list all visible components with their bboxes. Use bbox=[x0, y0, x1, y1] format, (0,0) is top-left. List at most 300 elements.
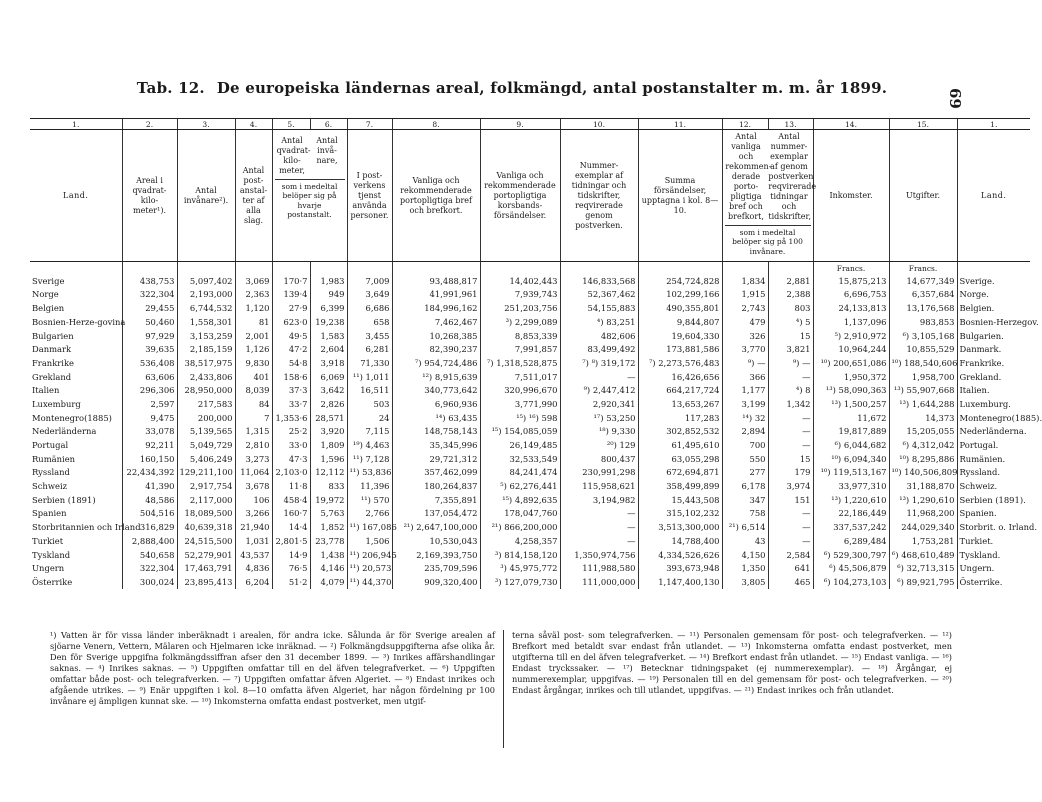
column-number: 13. bbox=[768, 119, 813, 130]
table-row bbox=[30, 411, 1030, 425]
cell-inv: 2,433,806 bbox=[177, 370, 235, 384]
cell-pn: — bbox=[768, 520, 813, 534]
cell-kors: 8,853,339 bbox=[480, 329, 560, 343]
cell-post: 1,126 bbox=[235, 342, 272, 356]
table-row bbox=[30, 493, 1030, 507]
cell-kors: 7,939,743 bbox=[480, 288, 560, 302]
cell-pn: — bbox=[768, 438, 813, 452]
cell-qkm: 170·7 bbox=[272, 274, 310, 288]
header-medeltal-100: som i medeltal belöper sig på 100 invånare. bbox=[725, 225, 811, 256]
cell-utg: ¹⁰) 8,295,886 bbox=[889, 452, 957, 466]
column-number: 10. bbox=[560, 119, 638, 130]
cell-inv2: 1,438 bbox=[310, 548, 347, 562]
cell-ink: 10,964,244 bbox=[813, 342, 889, 356]
cell-summa: 63,055,298 bbox=[638, 452, 722, 466]
column-number: 12. bbox=[722, 119, 768, 130]
cell-kors: ³) 45,975,772 bbox=[480, 561, 560, 575]
cell-qkm: 47·3 bbox=[272, 452, 310, 466]
table-row bbox=[30, 507, 1030, 521]
cell-bref: 184,996,162 bbox=[392, 301, 480, 315]
cell-summa: 9,844,807 bbox=[638, 315, 722, 329]
cell-pn: 465 bbox=[768, 575, 813, 589]
cell-pn: — bbox=[768, 425, 813, 439]
cell-utg: 244,029,340 bbox=[889, 520, 957, 534]
cell-summa: 173,881,586 bbox=[638, 342, 722, 356]
cell-inv2: 2,826 bbox=[310, 397, 347, 411]
cell-pb: 700 bbox=[722, 438, 768, 452]
cell-kors: ³) 127,079,730 bbox=[480, 575, 560, 589]
cell-kors: ³) 814,158,120 bbox=[480, 548, 560, 562]
table-row bbox=[30, 561, 1030, 575]
cell-qkm: 458·4 bbox=[272, 493, 310, 507]
cell-bref: 340,773,642 bbox=[392, 384, 480, 398]
header-medeltal-postanstalt: som i medeltal belöper sig på hvarje postanstalt. bbox=[275, 179, 345, 220]
cell-utg: 1,753,281 bbox=[889, 534, 957, 548]
header-inkomster: Inkomster. bbox=[813, 130, 889, 262]
cell-pers: ¹¹) 7,128 bbox=[347, 452, 392, 466]
cell-pn: 1,342 bbox=[768, 397, 813, 411]
cell-inv: 28,950,000 bbox=[177, 384, 235, 398]
cell-inv2: 949 bbox=[310, 288, 347, 302]
cell-areal: 50,460 bbox=[122, 315, 177, 329]
cell-areal: 41,390 bbox=[122, 479, 177, 493]
header-postanstalter: Antal post-anstal-ter af alla slag. bbox=[235, 130, 272, 262]
cell-ink: 15,875,213 bbox=[813, 274, 889, 288]
cell-land2: Danmark. bbox=[957, 342, 1030, 356]
cell-summa: 13,653,267 bbox=[638, 397, 722, 411]
cell-pn: ⁴) 5 bbox=[768, 315, 813, 329]
cell-utg: ⁶) 32,713,315 bbox=[889, 561, 957, 575]
cell-pers: 7,115 bbox=[347, 425, 392, 439]
cell-qkm: 51·2 bbox=[272, 575, 310, 589]
cell-post: 106 bbox=[235, 493, 272, 507]
cell-ink: ⁶) 104,273,103 bbox=[813, 575, 889, 589]
cell-post: 43,537 bbox=[235, 548, 272, 562]
cell-ink: 11,672 bbox=[813, 411, 889, 425]
cell-utg: 983,853 bbox=[889, 315, 957, 329]
cell-land: Norge bbox=[32, 289, 59, 300]
cell-pn: — bbox=[768, 370, 813, 384]
cell-qkm: 160·7 bbox=[272, 507, 310, 521]
cell-inv: 40,639,318 bbox=[177, 520, 235, 534]
cell-utg: 13,176,568 bbox=[889, 301, 957, 315]
cell-areal: 97,929 bbox=[122, 329, 177, 343]
cell-utg: 1,958,700 bbox=[889, 370, 957, 384]
cell-inv: 5,097,402 bbox=[177, 274, 235, 288]
cell-bref: 82,390,237 bbox=[392, 342, 480, 356]
cell-ink: ¹³) 58,090,363 bbox=[813, 384, 889, 398]
cell-land: Portugal bbox=[32, 440, 69, 451]
cell-qkm: 37·3 bbox=[272, 384, 310, 398]
cell-inv: 18,089,500 bbox=[177, 507, 235, 521]
cell-utg: 10,855,529 bbox=[889, 342, 957, 356]
cell-inv: 3,153,259 bbox=[177, 329, 235, 343]
cell-pb: 2,743 bbox=[722, 301, 768, 315]
column-number: 9. bbox=[480, 119, 560, 130]
cell-post: 1,031 bbox=[235, 534, 272, 548]
cell-post: 2,810 bbox=[235, 438, 272, 452]
cell-qkm: 2,103·0 bbox=[272, 466, 310, 480]
table-row bbox=[30, 425, 1030, 439]
cell-areal: 322,304 bbox=[122, 288, 177, 302]
table-row bbox=[30, 356, 1030, 370]
cell-summa: 61,495,610 bbox=[638, 438, 722, 452]
footnotes-left-text: ¹) Vatten är för vissa länder inberäknadt i arealen, för andra icke. Sålunda är för Sverige arealen af sjöarne Venern, Vettern, Mälaren och Hjelmaren icke inräknad. — ²) Folkmängdsuppgifterna afse olika år. Den för Sverige uppgifna folkmängdssiffran afser den 31 december 1899. — ³) Inrikes affärshandlingar saknas. — ⁴) Inrikes saknas. — ⁵) Uppgiften omfattar till en del äfven telegrafverket. — ⁶) Uppgiften omfattar både post- och telegrafverken. — ⁷) Uppgiften omfattar äfven Algeriet. — ⁸) Endast inrikes och afgående utrikes. — ⁹) Enär uppgiften i kol. 8—10 omfatta äfven Algeriet, har någon fördelning pr 100 invånare ej ämpligen kunnat ske. — ¹⁰) Inkomsterna omfatta endast postverket, men utgif- bbox=[50, 630, 495, 707]
cell-post: 9,830 bbox=[235, 356, 272, 370]
cell-kors: 14,402,443 bbox=[480, 274, 560, 288]
cell-summa: 302,852,532 bbox=[638, 425, 722, 439]
cell-land: Nederländerna bbox=[32, 426, 97, 437]
cell-bref: 180,264,837 bbox=[392, 479, 480, 493]
cell-areal: 39,635 bbox=[122, 342, 177, 356]
cell-summa: 393,673,948 bbox=[638, 561, 722, 575]
cell-summa: 16,426,656 bbox=[638, 370, 722, 384]
cell-inv: 5,049,729 bbox=[177, 438, 235, 452]
table-row bbox=[30, 452, 1030, 466]
header-invanare2: Antal invå-nare, bbox=[316, 136, 338, 165]
cell-post: 401 bbox=[235, 370, 272, 384]
cell-ink: 337,537,242 bbox=[813, 520, 889, 534]
cell-land2: Tyskland. bbox=[957, 548, 1030, 562]
cell-pers: 6,281 bbox=[347, 342, 392, 356]
column-number: 6. bbox=[310, 119, 347, 130]
cell-summa: 358,499,899 bbox=[638, 479, 722, 493]
header-areal: Areal i qvadrat-kilo-meter¹). bbox=[122, 130, 177, 262]
cell-qkm: 14·4 bbox=[272, 520, 310, 534]
cell-summa: 3,513,300,000 bbox=[638, 520, 722, 534]
cell-areal: 92,211 bbox=[122, 438, 177, 452]
cell-pn: 641 bbox=[768, 561, 813, 575]
cell-bref: ¹²) 8,915,639 bbox=[392, 370, 480, 384]
cell-post: 2,001 bbox=[235, 329, 272, 343]
cell-inv: 1,558,301 bbox=[177, 315, 235, 329]
cell-pn: 3,974 bbox=[768, 479, 813, 493]
cell-bref: 35,345,996 bbox=[392, 438, 480, 452]
cell-land: Frankrike bbox=[32, 357, 74, 368]
cell-land2: Spanien. bbox=[957, 507, 1030, 521]
cell-utg: 6,357,684 bbox=[889, 288, 957, 302]
cell-pb: 758 bbox=[722, 507, 768, 521]
cell-bref: 235,709,596 bbox=[392, 561, 480, 575]
cell-summa: 254,724,828 bbox=[638, 274, 722, 288]
cell-utg: 11,968,200 bbox=[889, 507, 957, 521]
header-per-postanstalt bbox=[272, 130, 347, 262]
cell-utg: ¹³) 1,290,610 bbox=[889, 493, 957, 507]
cell-ink: ¹³) 1,500,257 bbox=[813, 397, 889, 411]
cell-pn: 2,881 bbox=[768, 274, 813, 288]
cell-summa: 15,443,508 bbox=[638, 493, 722, 507]
table-title: De europeiska ländernas areal, folkmängd, antal postanstalter m. m. år 1899. bbox=[216, 79, 888, 97]
cell-areal: 2,888,400 bbox=[122, 534, 177, 548]
cell-pers: 3,455 bbox=[347, 329, 392, 343]
cell-qkm: 139·4 bbox=[272, 288, 310, 302]
cell-summa: 315,102,232 bbox=[638, 507, 722, 521]
unit-inkomster: Francs. bbox=[813, 262, 889, 275]
cell-summa: 117,283 bbox=[638, 411, 722, 425]
cell-ink: ⁵) 2,910,972 bbox=[813, 329, 889, 343]
cell-bref: 2,169,393,750 bbox=[392, 548, 480, 562]
cell-ink: ¹⁰) 119,513,167 bbox=[813, 466, 889, 480]
cell-nummer: ²⁰) 129 bbox=[560, 438, 638, 452]
cell-post: 81 bbox=[235, 315, 272, 329]
cell-pn: 2,584 bbox=[768, 548, 813, 562]
cell-ink: 1,137,096 bbox=[813, 315, 889, 329]
cell-nummer: 1,350,974,756 bbox=[560, 548, 638, 562]
cell-nummer: ⁷) ⁸) 319,172 bbox=[560, 356, 638, 370]
cell-pers: ¹¹) 20,573 bbox=[347, 561, 392, 575]
cell-land2: Serbien (1891). bbox=[957, 493, 1030, 507]
cell-land2: Nederländerna. bbox=[957, 425, 1030, 439]
cell-inv: 129,211,100 bbox=[177, 466, 235, 480]
cell-kors: ⁵) 62,276,441 bbox=[480, 479, 560, 493]
header-bref: Vanliga och rekommenderade portopligtiga bref och brefkort. bbox=[392, 130, 480, 262]
cell-pb: 550 bbox=[722, 452, 768, 466]
cell-nummer: 83,499,492 bbox=[560, 342, 638, 356]
cell-areal: 316,829 bbox=[122, 520, 177, 534]
cell-summa: ⁷) 2,273,576,483 bbox=[638, 356, 722, 370]
cell-pn: 2,388 bbox=[768, 288, 813, 302]
cell-areal: 296,306 bbox=[122, 384, 177, 398]
cell-inv2: 3,642 bbox=[310, 384, 347, 398]
cell-pb: ²¹) 6,514 bbox=[722, 520, 768, 534]
cell-nummer: 115,958,621 bbox=[560, 479, 638, 493]
cell-nummer: 482,606 bbox=[560, 329, 638, 343]
cell-areal: 300,024 bbox=[122, 575, 177, 589]
cell-summa: 4,334,526,626 bbox=[638, 548, 722, 562]
cell-land2: Bosnien-Herzegov. bbox=[957, 315, 1030, 329]
cell-bref: 6,960,936 bbox=[392, 397, 480, 411]
cell-land2: Frankrike. bbox=[957, 356, 1030, 370]
cell-kors: 26,149,485 bbox=[480, 438, 560, 452]
cell-land2: Belgien. bbox=[957, 301, 1030, 315]
cell-pers: ¹¹) 570 bbox=[347, 493, 392, 507]
cell-land2: Storbrit. o. Irland. bbox=[957, 520, 1030, 534]
cell-pers: 11,396 bbox=[347, 479, 392, 493]
cell-inv: 2,117,000 bbox=[177, 493, 235, 507]
table-row bbox=[30, 466, 1030, 480]
cell-pb: 6,178 bbox=[722, 479, 768, 493]
cell-pers: ¹⁹) 4,463 bbox=[347, 438, 392, 452]
cell-utg: 14,677,349 bbox=[889, 274, 957, 288]
cell-summa: 14,788,400 bbox=[638, 534, 722, 548]
cell-kors: ¹⁵) 154,085,059 bbox=[480, 425, 560, 439]
cell-pers: 2,766 bbox=[347, 507, 392, 521]
cell-bref: 7,355,891 bbox=[392, 493, 480, 507]
cell-pb: ⁹) — bbox=[722, 356, 768, 370]
cell-kors: 7,991,857 bbox=[480, 342, 560, 356]
cell-ink: ⁶) 6,044,682 bbox=[813, 438, 889, 452]
cell-pb: 3,199 bbox=[722, 397, 768, 411]
cell-qkm: 2,801·5 bbox=[272, 534, 310, 548]
cell-pers: 24 bbox=[347, 411, 392, 425]
cell-pn: 803 bbox=[768, 301, 813, 315]
cell-land: Bulgarien bbox=[32, 330, 74, 341]
cell-land2: Ryssland. bbox=[957, 466, 1030, 480]
cell-nummer: 230,991,298 bbox=[560, 466, 638, 480]
cell-areal: 438,753 bbox=[122, 274, 177, 288]
cell-areal: 536,408 bbox=[122, 356, 177, 370]
cell-land2: Schweiz. bbox=[957, 479, 1030, 493]
cell-kors: 32,533,549 bbox=[480, 452, 560, 466]
table-row bbox=[30, 575, 1030, 589]
cell-post: 3,678 bbox=[235, 479, 272, 493]
footnotes-right-text: terna såväl post- som telegrafverken. — ¹¹) Personalen gemensam för post- och telegrafverken. — ¹²) Brefkort med betaldt svar endast från utlandet. — ¹³) Inkomsterna omfatta endast postverket, men utgifterna till en del äfven telegrafverket. — ¹⁴) Brefkort endast från utlandet. — ¹⁵) Endast vanliga. — ¹⁶) Endast tryckssaker. — ¹⁷) Betecknar tidningspaket (ej nummerexemplar). — ¹⁸) Årgångar, ej nummerexemplar, uppgifvas. — ¹⁹) Personalen till en del gemensam för post- och telegrafverken. — ²⁰) Endast årgångar, inrikes och till utlandet, uppgifvas. — ²¹) Endast inrikes och från utlandet. bbox=[512, 630, 952, 696]
cell-kors: 4,258,357 bbox=[480, 534, 560, 548]
cell-nummer: 111,988,580 bbox=[560, 561, 638, 575]
table-row bbox=[30, 329, 1030, 343]
cell-inv2: 4,146 bbox=[310, 561, 347, 575]
cell-bref: ¹⁴) 63,435 bbox=[392, 411, 480, 425]
cell-inv: 38,517,975 bbox=[177, 356, 235, 370]
cell-kors: 251,203,756 bbox=[480, 301, 560, 315]
cell-summa: 1,147,400,130 bbox=[638, 575, 722, 589]
cell-bref: 29,721,312 bbox=[392, 452, 480, 466]
cell-ink: ⁶) 529,300,797 bbox=[813, 548, 889, 562]
header-per-100 bbox=[722, 130, 817, 262]
cell-nummer: ¹⁸) 9,330 bbox=[560, 425, 638, 439]
statistics-table bbox=[30, 118, 1042, 589]
cell-nummer: 146,833,568 bbox=[560, 274, 638, 288]
cell-inv2: 19,238 bbox=[310, 315, 347, 329]
cell-areal: 63,606 bbox=[122, 370, 177, 384]
cell-pb: 277 bbox=[722, 466, 768, 480]
column-number: 2. bbox=[122, 119, 177, 130]
cell-land2: Italien. bbox=[957, 384, 1030, 398]
cell-inv2: 5,763 bbox=[310, 507, 347, 521]
cell-bref: ⁷) 954,724,486 bbox=[392, 356, 480, 370]
column-number: 3. bbox=[177, 119, 235, 130]
cell-pers: 1,506 bbox=[347, 534, 392, 548]
cell-pers: 3,649 bbox=[347, 288, 392, 302]
cell-ink: 19,817,889 bbox=[813, 425, 889, 439]
cell-land: Montenegro(1885) bbox=[32, 412, 112, 423]
cell-post: 3,273 bbox=[235, 452, 272, 466]
cell-utg: 15,205,055 bbox=[889, 425, 957, 439]
cell-inv2: 12,112 bbox=[310, 466, 347, 480]
footnote-divider bbox=[503, 630, 504, 748]
cell-utg: 31,188,870 bbox=[889, 479, 957, 493]
unit-utgifter: Francs. bbox=[889, 262, 957, 275]
cell-qkm: 27·9 bbox=[272, 301, 310, 315]
header-invanare: Antal invånare²). bbox=[177, 130, 235, 262]
cell-utg: ¹³) 1,644,288 bbox=[889, 397, 957, 411]
cell-land: Spanien bbox=[32, 508, 67, 519]
cell-post: 11,064 bbox=[235, 466, 272, 480]
cell-pers: ¹¹) 206,945 bbox=[347, 548, 392, 562]
cell-post: 8,039 bbox=[235, 384, 272, 398]
cell-kors: 178,047,760 bbox=[480, 507, 560, 521]
cell-areal: 540,658 bbox=[122, 548, 177, 562]
cell-inv2: 28,571 bbox=[310, 411, 347, 425]
cell-utg: ¹⁰) 140,506,809 bbox=[889, 466, 957, 480]
cell-land: Rumänien bbox=[32, 453, 76, 464]
cell-qkm: 14·9 bbox=[272, 548, 310, 562]
cell-pn: ⁴) 8 bbox=[768, 384, 813, 398]
cell-post: 3,266 bbox=[235, 507, 272, 521]
cell-ink: ¹⁰) 200,651,086 bbox=[813, 356, 889, 370]
cell-pers: 6,686 bbox=[347, 301, 392, 315]
cell-pb: 4,150 bbox=[722, 548, 768, 562]
column-number: 1. bbox=[957, 119, 1030, 130]
cell-kors: ¹⁵) 4,892,635 bbox=[480, 493, 560, 507]
column-number: 5. bbox=[272, 119, 310, 130]
cell-nummer: 800,437 bbox=[560, 452, 638, 466]
table-row bbox=[30, 534, 1030, 548]
cell-ink: 1,950,372 bbox=[813, 370, 889, 384]
cell-land: Grekland bbox=[32, 371, 72, 382]
table-row bbox=[30, 370, 1030, 384]
table-body bbox=[30, 274, 1042, 589]
cell-nummer: 54,155,883 bbox=[560, 301, 638, 315]
cell-pn: 3,821 bbox=[768, 342, 813, 356]
cell-ink: 6,289,484 bbox=[813, 534, 889, 548]
table-row bbox=[30, 288, 1030, 302]
cell-areal: 9,475 bbox=[122, 411, 177, 425]
cell-pn: ⁹) — bbox=[768, 356, 813, 370]
cell-land: Luxemburg bbox=[32, 398, 81, 409]
cell-pers: ¹¹) 53,836 bbox=[347, 466, 392, 480]
cell-bref: 7,462,467 bbox=[392, 315, 480, 329]
column-number: 11. bbox=[638, 119, 722, 130]
cell-inv2: 1,596 bbox=[310, 452, 347, 466]
cell-land2: Portugal. bbox=[957, 438, 1030, 452]
header-qvadratkm: Antal qvadrat-kilo-meter, bbox=[276, 136, 311, 175]
cell-nummer: ⁹) 2,447,412 bbox=[560, 384, 638, 398]
header-utgifter: Utgifter. bbox=[889, 130, 957, 262]
cell-inv: 2,185,159 bbox=[177, 342, 235, 356]
cell-qkm: 11·8 bbox=[272, 479, 310, 493]
cell-pn: 151 bbox=[768, 493, 813, 507]
cell-pb: 1,834 bbox=[722, 274, 768, 288]
cell-land: Serbien (1891) bbox=[32, 494, 96, 505]
cell-inv: 2,917,754 bbox=[177, 479, 235, 493]
table-row bbox=[30, 438, 1030, 452]
column-number: 4. bbox=[235, 119, 272, 130]
cell-land2: Ungern. bbox=[957, 561, 1030, 575]
cell-qkm: 47·2 bbox=[272, 342, 310, 356]
cell-inv2: 1,852 bbox=[310, 520, 347, 534]
cell-kors: ¹⁵) ¹⁶) 598 bbox=[480, 411, 560, 425]
cell-land: Sverige bbox=[32, 275, 65, 286]
header-land: Land. bbox=[30, 130, 122, 262]
table-number: Tab. 12. bbox=[136, 79, 205, 97]
cell-pers: ¹¹) 167,086 bbox=[347, 520, 392, 534]
cell-qkm: 33·0 bbox=[272, 438, 310, 452]
cell-inv2: 23,778 bbox=[310, 534, 347, 548]
cell-land: Ungern bbox=[32, 563, 65, 574]
cell-summa: 19,604,330 bbox=[638, 329, 722, 343]
cell-pers: 658 bbox=[347, 315, 392, 329]
cell-utg: ⁶) 3,105,168 bbox=[889, 329, 957, 343]
cell-land2: Montenegro(1885). bbox=[957, 411, 1030, 425]
cell-qkm: 623·0 bbox=[272, 315, 310, 329]
cell-inv2: 6,069 bbox=[310, 370, 347, 384]
cell-areal: 2,597 bbox=[122, 397, 177, 411]
table-row bbox=[30, 397, 1030, 411]
cell-post: 84 bbox=[235, 397, 272, 411]
cell-post: 21,940 bbox=[235, 520, 272, 534]
cell-kors: 3,771,990 bbox=[480, 397, 560, 411]
footnotes-right bbox=[512, 630, 952, 696]
column-number: 1. bbox=[30, 119, 122, 130]
cell-inv2: 1,809 bbox=[310, 438, 347, 452]
cell-utg: ⁶) 89,921,795 bbox=[889, 575, 957, 589]
cell-bref: 909,320,400 bbox=[392, 575, 480, 589]
cell-pb: 43 bbox=[722, 534, 768, 548]
cell-pers: ¹¹) 1,011 bbox=[347, 370, 392, 384]
cell-land: Schweiz bbox=[32, 481, 68, 492]
page-title bbox=[0, 79, 1024, 97]
